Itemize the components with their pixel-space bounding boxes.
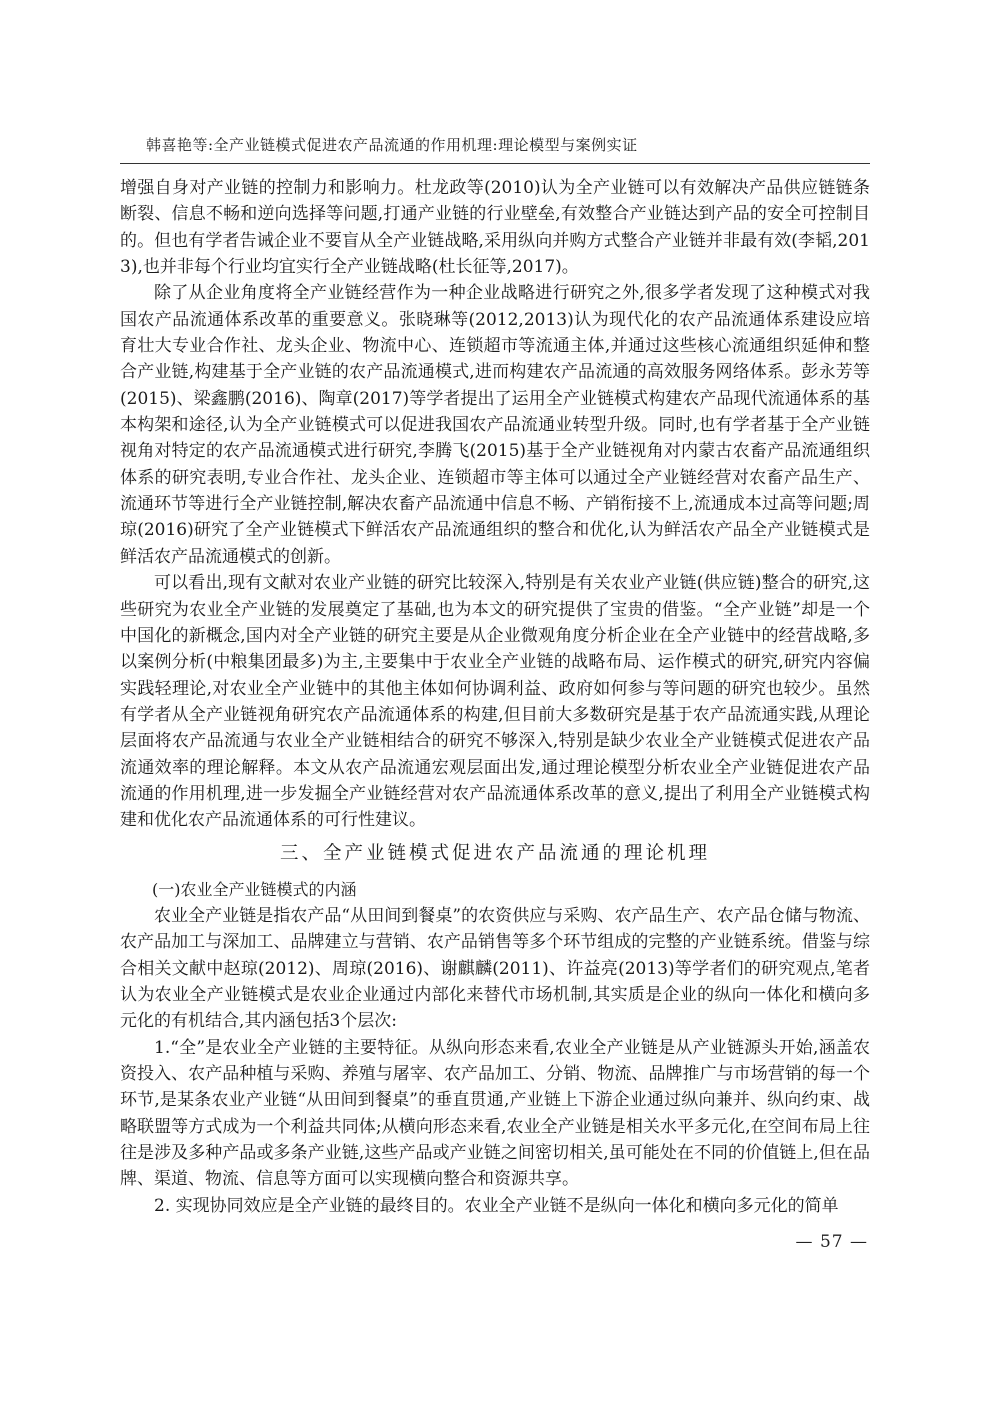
- subsection-heading: (一)农业全产业链模式的内涵: [152, 879, 357, 899]
- page-number: — 57 —: [795, 1232, 868, 1252]
- section-heading: 三、全产业链模式促进农产品流通的理论机理: [279, 842, 710, 864]
- paragraph-6: 2. 实现协同效应是全产业链的最终目的。农业全产业链不是纵向一体化和横向多元化的简单: [154, 1195, 839, 1216]
- header-rule: [120, 163, 870, 164]
- paragraph-5: 1.“全”是农业全产业链的主要特征。从纵向形态来看,农业全产业链是从产业链源头开始,涵盖农资投入、农产品种植与采购、养殖与屠宰、农产品加工、分销、物流、品牌推广与市场营销的每一个环节,是某条农业产业链“从田间到餐桌”的垂直贯通,产业链上下游企业通过纵向兼并、纵向约束、战略联盟等方式成为一个利益共同体;从横向形态来看,农业全产业链是相关水平多元化,在空间布局上往往是涉及多种产品或多条产业链,这些产品或产业链之间密切相关,虽可能处在不同的价值链上,但在品牌、渠道、物流、信息等方面可以实现横向整合和资源共享。: [120, 1037, 870, 1190]
- running-header: 韩喜艳等:全产业链模式促进农产品流通的作用机理:理论模型与案例实证: [146, 136, 638, 154]
- article-body: [120, 175, 870, 1219]
- paragraph-3: 可以看出,现有文献对农业产业链的研究比较深入,特别是有关农业产业链(供应链)整合的研究,这些研究为农业全产业链的发展奠定了基础,也为本文的研究提供了宝贵的借鉴。“全产业链”却是一个中国化的新概念,国内对全产业链的研究主要是从企业微观角度分析企业在全产业链中的经营战略,多以案例分析(中粮集团最多)为主,主要集中于农业全产业链的战略布局、运作模式的研究,研究内容偏实践轻理论,对农业全产业链中的其他主体如何协调利益、政府如何参与等问题的研究也较少。虽然有学者从全产业链视角研究农产品流通体系的构建,但目前大多数研究是基于农产品流通实践,从理论层面将农产品流通与农业全产业链相结合的研究不够深入,特别是缺少农业全产业链模式促进农产品流通效率的理论解释。本文从农产品流通宏观层面出发,通过理论模型分析农业全产业链促进农产品流通的作用机理,进一步发掘全产业链经营对农产品流通体系改革的意义,提出了利用全产业链模式构建和优化农产品流通体系的可行性建议。: [120, 573, 870, 831]
- paragraph-2: 除了从企业角度将全产业链经营作为一种企业战略进行研究之外,很多学者发现了这种模式对我国农产品流通体系改革的重要意义。张晓琳等(2012,2013)认为现代化的农产品流通体系建设应培育壮大专业合作社、龙头企业、物流中心、连锁超市等流通主体,并通过这些核心流通组织延伸和整合产业链,构建基于全产业链的农产品流通模式,进而构建农产品流通的高效服务网络体系。彭永芳等(2015)、梁鑫鹏(2016)、陶章(2017)等学者提出了运用全产业链模式构建农产品现代流通体系的基本构架和途径,认为全产业链模式可以促进我国农产品流通业转型升级。同时,也有学者基于全产业链视角对特定的农产品流通模式进行研究,李腾飞(2015)基于全产业链视角对内蒙古农畜产品流通组织体系的研究表明,专业合作社、龙头企业、连锁超市等主体可以通过全产业链经营对农畜产品生产、流通环节等进行全产业链控制,解决农畜产品流通中信息不畅、产销衔接不上,流通成本过高等问题;周琼(2016)研究了全产业链模式下鲜活农产品流通组织的整合和优化,认为鲜活农产品全产业链模式是鲜活农产品流通模式的创新。: [120, 283, 870, 567]
- paragraph-4: 农业全产业链是指农产品“从田间到餐桌”的农资供应与采购、农产品生产、农产品仓储与物流、农产品加工与深加工、品牌建立与营销、农产品销售等多个环节组成的完整的产业链系统。借鉴与综合相关文献中赵琼(2012)、周琼(2016)、谢麒麟(2011)、许益亮(2013)等学者们的研究观点,笔者认为农业全产业链模式是农业企业通过内部化来替代市场机制,其实质是企业的纵向一体化和横向多元化的有机结合,其内涵包括3个层次:: [120, 905, 870, 1032]
- paragraph-1: 增强自身对产业链的控制力和影响力。杜龙政等(2010)认为全产业链可以有效解决产品供应链链条断裂、信息不畅和逆向选择等问题,打通产业链的行业壁垒,有效整合产业链达到产品的安全可控制目的。但也有学者告诫企业不要盲从全产业链战略,采用纵向并购方式整合产业链并非最有效(李韬,2013),也并非每个行业均宜实行全产业链战略(杜长征等,2017)。: [120, 178, 870, 278]
